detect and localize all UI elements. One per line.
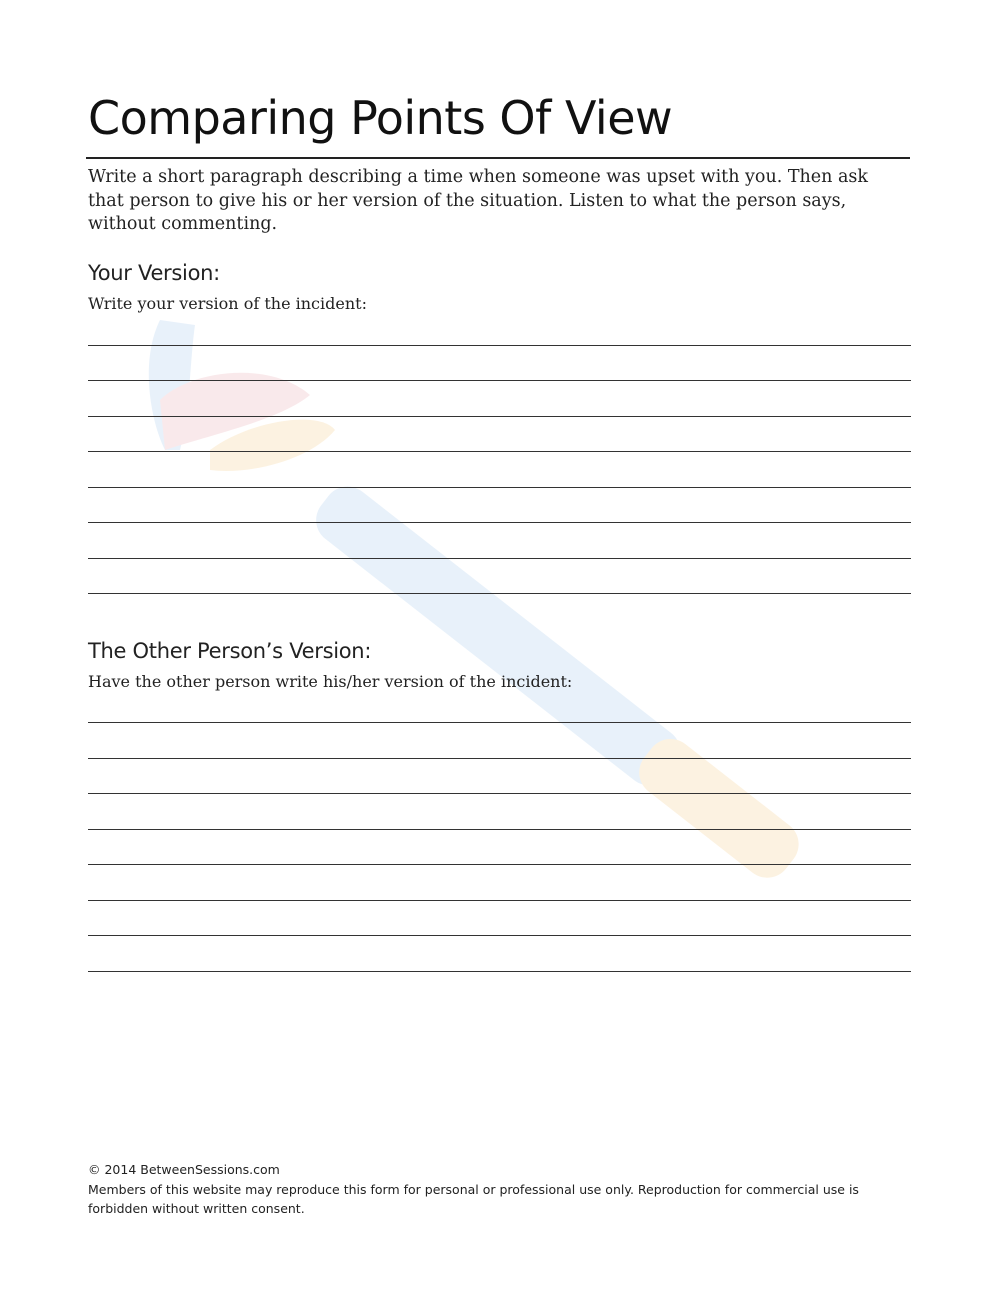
page-footer <box>88 1160 918 1219</box>
page-title: Comparing Points Of View <box>88 91 673 145</box>
writing-line[interactable] <box>88 380 911 381</box>
writing-line[interactable] <box>88 558 911 559</box>
intro-paragraph: Write a short paragraph describing a time when someone was upset with you. Then ask that person to give his or her version of the situation. Listen to what the person says, without commenting. <box>88 167 869 234</box>
writing-line[interactable] <box>88 345 911 346</box>
section-heading-your-version: Your Version: <box>88 261 220 285</box>
writing-line[interactable] <box>88 722 911 723</box>
writing-line[interactable] <box>88 864 911 865</box>
writing-line[interactable] <box>88 793 911 794</box>
writing-line[interactable] <box>88 416 911 417</box>
section-prompt-your-version: Write your version of the incident: <box>88 294 367 313</box>
writing-line[interactable] <box>88 935 911 936</box>
footer-notice: Members of this website may reproduce this form for personal or professional use only. Reproduction for commercial use is forbidden without written consent. <box>88 1181 859 1216</box>
section-heading-other-version: The Other Person’s Version: <box>88 639 372 663</box>
title-divider <box>86 157 910 159</box>
writing-line[interactable] <box>88 758 911 759</box>
section-prompt-other-version: Have the other person write his/her version of the incident: <box>88 672 573 691</box>
writing-line[interactable] <box>88 971 911 972</box>
footer-copyright: © 2014 BetweenSessions.com <box>88 1162 280 1177</box>
writing-line[interactable] <box>88 451 911 452</box>
writing-line[interactable] <box>88 487 911 488</box>
writing-line[interactable] <box>88 522 911 523</box>
watermark-check-mark <box>149 320 335 471</box>
writing-line[interactable] <box>88 900 911 901</box>
writing-line[interactable] <box>88 593 911 594</box>
writing-line[interactable] <box>88 829 911 830</box>
